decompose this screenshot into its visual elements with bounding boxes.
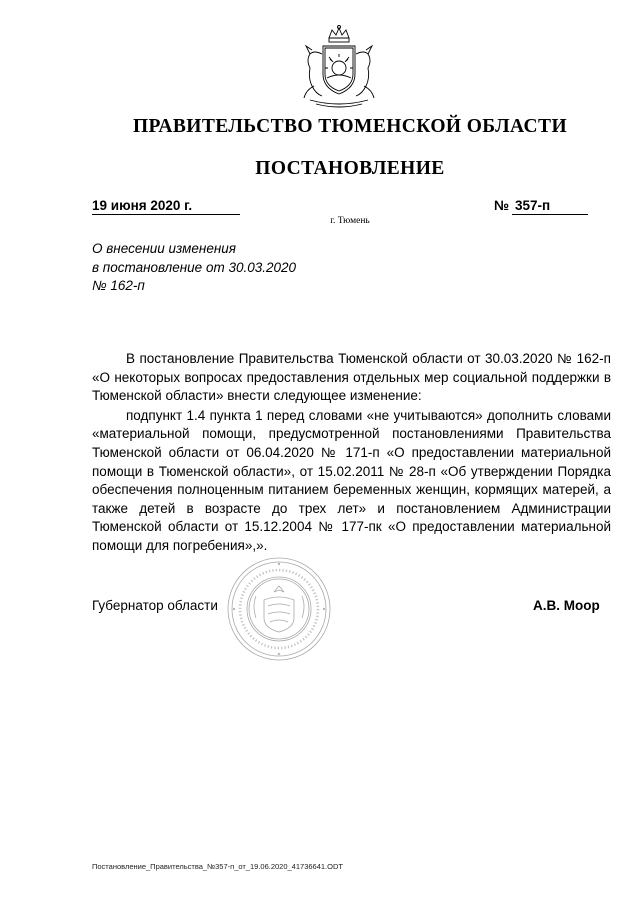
document-type-title: ПОСТАНОВЛЕНИЕ xyxy=(255,158,445,179)
official-seal-icon xyxy=(226,556,332,662)
subject-line: О внесении изменения xyxy=(92,241,237,256)
document-number: 357-п xyxy=(512,198,588,215)
document-body xyxy=(92,350,611,556)
footer-filename: Постановление_Правительства_№357-п_от_19.06.2020_41736641.ODT xyxy=(92,862,343,871)
subject-line: № 162-п xyxy=(92,278,145,293)
document-city: г. Тюмень xyxy=(330,216,370,226)
signatory-title: Губернатор области xyxy=(92,598,218,613)
document-date: 19 июня 2020 г. xyxy=(92,198,240,215)
organization-title: ПРАВИТЕЛЬСТВО ТЮМЕНСКОЙ ОБЛАСТИ xyxy=(132,116,568,137)
document-subject xyxy=(92,240,352,296)
body-paragraph: подпункт 1.4 пункта 1 перед словами «не учитываются» дополнить словами «материальной помощи, предусмотренной постановлениями Правительства Тюменской области от 06.04.2020 № 171-п «О предоставлении материальной помощи в Тюменской области», от 15.02.2011 № 28-п «Об утверждении Порядка обеспечения полноценным питанием беременных женщин, кормящих матерей, а также детей в возрасте до трех лет» и постановлением Администрации Тюменской области от 15.12.2004 № 177-пк «О предоставлении материальной помощи для погребения»,». xyxy=(92,407,611,553)
coat-of-arms-icon xyxy=(296,24,382,110)
subject-line: в постановление от 30.03.2020 xyxy=(92,259,297,275)
number-sign: № xyxy=(494,198,510,213)
signatory-name: А.В. Моор xyxy=(533,598,600,613)
body-paragraph: В постановление Правительства Тюменской области от 30.03.2020 № 162-п «О некоторых вопросах предоставления отдельных мер социальной поддержки в Тюменской области» внести следующее изменение: xyxy=(92,351,611,404)
